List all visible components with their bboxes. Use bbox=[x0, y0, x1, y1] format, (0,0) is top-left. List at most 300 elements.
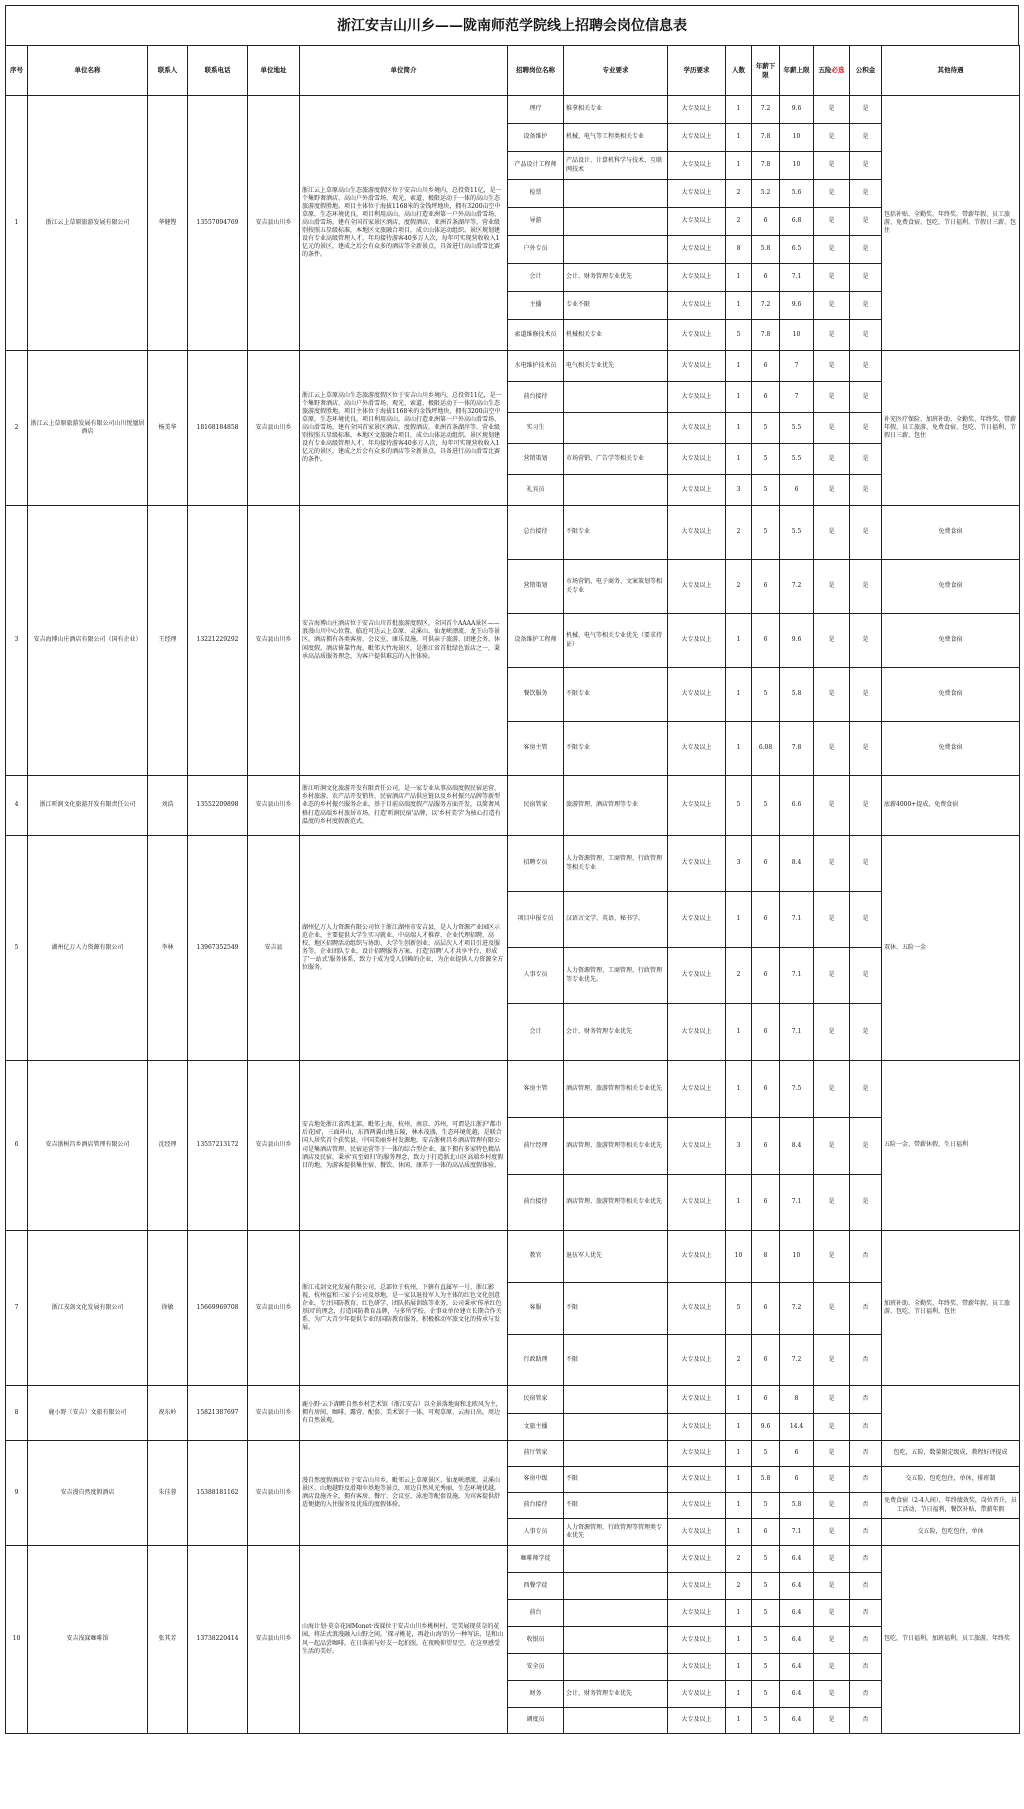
position-edu: 大专及以上 bbox=[667, 1466, 726, 1493]
position-count: 2 bbox=[725, 207, 752, 236]
position-low: 6 bbox=[751, 559, 780, 614]
position-count: 3 bbox=[725, 474, 752, 506]
position-ins: 是 bbox=[813, 1518, 850, 1546]
position-count: 1 bbox=[725, 381, 752, 413]
position-name: 礼宾员 bbox=[507, 474, 564, 506]
position-ins: 是 bbox=[813, 1334, 850, 1386]
unit-seq: 6 bbox=[5, 1060, 28, 1231]
position-edu: 大专及以上 bbox=[667, 443, 726, 475]
position-ins: 是 bbox=[813, 179, 850, 208]
position-edu: 大专及以上 bbox=[667, 947, 726, 1004]
position-low: 5 bbox=[751, 443, 780, 475]
position-count: 2 bbox=[725, 559, 752, 614]
unit-intro: 湖州亿万人力资源有限公司位于浙江湖州市安吉县，是人力资源产业园区示范企业，主要提供大学生实习就业、中高端人才推荐、企业代理招聘、高校、地区招聘活动组织与协助、大学生创新创业、高层次人才项目引进及服务等，企业团队专业，设计招聘服务方案，打造'招聘'人才共享平台，形成了'一站式'服务体系，致力于成为受人信赖的企业，为企业提供人力资源全方位服务。 bbox=[299, 835, 508, 1061]
position-major: 市场营销、电子商务、文案策划等相关专业 bbox=[563, 559, 668, 614]
position-low: 5 bbox=[751, 775, 780, 836]
position-name: 索道维修技术员 bbox=[507, 319, 564, 351]
position-edu: 大专及以上 bbox=[667, 1413, 726, 1441]
position-name: 民宿管家 bbox=[507, 1385, 564, 1414]
position-count: 1 bbox=[725, 1626, 752, 1654]
position-benefits: 免费食宿（2-4人间），年终绩效奖，岗位晋升，员工活动，节日福利，餐饮补贴，带薪年假 bbox=[881, 1492, 1020, 1519]
position-fund: 是 bbox=[849, 835, 882, 892]
position-low: 6 bbox=[751, 1117, 780, 1175]
position-high: 5.5 bbox=[779, 412, 814, 444]
unit-seq: 8 bbox=[5, 1385, 28, 1441]
position-count: 1 bbox=[725, 1060, 752, 1118]
position-fund: 否 bbox=[849, 1230, 882, 1283]
header-intro: 单位简介 bbox=[299, 45, 508, 96]
position-count: 1 bbox=[725, 891, 752, 948]
unit-phone: 13557213172 bbox=[187, 1060, 248, 1231]
unit-name: 湖州亿万人力资源有限公司 bbox=[27, 835, 148, 1061]
position-major: 旅游管理、酒店管理等专业 bbox=[563, 775, 668, 836]
position-name: 导游 bbox=[507, 207, 564, 236]
position-count: 1 bbox=[725, 95, 752, 124]
position-name: 项目申报专员 bbox=[507, 891, 564, 948]
position-count: 10 bbox=[725, 1230, 752, 1283]
position-high: 5.8 bbox=[779, 1492, 814, 1519]
position-count: 1 bbox=[725, 1599, 752, 1627]
position-count: 2 bbox=[725, 1334, 752, 1386]
position-high: 9.6 bbox=[779, 95, 814, 124]
position-name: 民宿管家 bbox=[507, 775, 564, 836]
unit-seq: 9 bbox=[5, 1440, 28, 1546]
unit-benefits: 底薪4000+提成，免费食宿 bbox=[881, 775, 1020, 836]
position-name: 水电维护技术员 bbox=[507, 350, 564, 382]
unit-phone: 15388181162 bbox=[187, 1440, 248, 1546]
unit-contact: 杨美华 bbox=[147, 350, 188, 506]
unit-contact: 朱佳蓉 bbox=[147, 1440, 188, 1546]
position-fund: 否 bbox=[849, 1545, 882, 1573]
position-name: 前台接待 bbox=[507, 1174, 564, 1231]
position-count: 5 bbox=[725, 775, 752, 836]
position-fund: 是 bbox=[849, 1003, 882, 1061]
position-low: 5 bbox=[751, 505, 780, 560]
unit-name: 鹿小野（安吉）文旅有限公司 bbox=[27, 1385, 148, 1441]
position-fund: 是 bbox=[849, 474, 882, 506]
position-edu: 大专及以上 bbox=[667, 263, 726, 292]
unit-benefits: 双休、五险一金 bbox=[881, 835, 1020, 1061]
position-edu: 大专及以上 bbox=[667, 775, 726, 836]
position-name: 前台接待 bbox=[507, 1492, 564, 1519]
position-edu: 大专及以上 bbox=[667, 721, 726, 776]
position-count: 2 bbox=[725, 947, 752, 1004]
position-count: 2 bbox=[725, 1572, 752, 1600]
position-high: 7.1 bbox=[779, 1003, 814, 1061]
position-high: 7 bbox=[779, 350, 814, 382]
position-ins: 是 bbox=[813, 1385, 850, 1414]
position-fund: 是 bbox=[849, 1117, 882, 1175]
position-name: 会计 bbox=[507, 263, 564, 292]
position-edu: 大专及以上 bbox=[667, 319, 726, 351]
position-fund: 是 bbox=[849, 263, 882, 292]
unit-seq: 7 bbox=[5, 1230, 28, 1386]
position-fund: 否 bbox=[849, 1707, 882, 1734]
unit-phone: 13967352549 bbox=[187, 835, 248, 1061]
position-ins: 是 bbox=[813, 1440, 850, 1467]
position-benefits: 免费食宿 bbox=[881, 667, 1020, 722]
position-edu: 大专及以上 bbox=[667, 1385, 726, 1414]
position-fund: 是 bbox=[849, 291, 882, 320]
position-ins: 是 bbox=[813, 1572, 850, 1600]
position-major: 不限专业 bbox=[563, 667, 668, 722]
unit-name: 安吉海博山庄酒店有限公司（国有企业） bbox=[27, 505, 148, 776]
position-name: 前台接待 bbox=[507, 381, 564, 413]
position-low: 6 bbox=[751, 613, 780, 668]
position-low: 5 bbox=[751, 1680, 780, 1708]
position-count: 1 bbox=[725, 350, 752, 382]
position-fund: 否 bbox=[849, 1626, 882, 1654]
position-ins: 是 bbox=[813, 835, 850, 892]
position-low: 6 bbox=[751, 1174, 780, 1231]
position-name: 营销策划 bbox=[507, 443, 564, 475]
header-major: 专业要求 bbox=[563, 45, 668, 96]
position-edu: 大专及以上 bbox=[667, 95, 726, 124]
position-edu: 大专及以上 bbox=[667, 613, 726, 668]
position-edu: 大专及以上 bbox=[667, 1707, 726, 1734]
position-major bbox=[563, 207, 668, 236]
position-fund: 是 bbox=[849, 151, 882, 180]
position-low: 5 bbox=[751, 1572, 780, 1600]
position-edu: 大专及以上 bbox=[667, 207, 726, 236]
unit-intro: 浙江听涧文化旅游开发有限责任公司，是一家专业从事高端度假民宿运营、乡村旅游、农产品开发销售、民宿酒店产品供应链以及乡村振兴品牌等新型业态的乡村振兴服务企业。基于目前高端度假产品服务方面开发，以简奢风格打造高端乡村旅居市场，打造'听涧民宿'品牌，以'乡村美学'为核心打造有温度的乡村度假新范式。 bbox=[299, 775, 508, 836]
position-low: 7.2 bbox=[751, 291, 780, 320]
position-high: 8.4 bbox=[779, 1117, 814, 1175]
position-count: 1 bbox=[725, 1492, 752, 1519]
position-ins: 是 bbox=[813, 151, 850, 180]
position-count: 1 bbox=[725, 1440, 752, 1467]
position-count: 1 bbox=[725, 291, 752, 320]
position-ins: 是 bbox=[813, 319, 850, 351]
position-high: 5.5 bbox=[779, 443, 814, 475]
table-title: 浙江安吉山川乡——陇南师范学院线上招聘会岗位信息表 bbox=[5, 5, 1019, 45]
position-edu: 大专及以上 bbox=[667, 412, 726, 444]
position-name: 餐饮服务 bbox=[507, 667, 564, 722]
position-low: 5 bbox=[751, 1492, 780, 1519]
position-fund: 是 bbox=[849, 381, 882, 413]
position-edu: 大专及以上 bbox=[667, 1174, 726, 1231]
position-fund: 否 bbox=[849, 1466, 882, 1493]
recruitment-table bbox=[5, 5, 1019, 1805]
position-low: 5.8 bbox=[751, 1466, 780, 1493]
position-count: 5 bbox=[725, 319, 752, 351]
unit-benefits: 补充医疗保险、加班补助、全勤奖、年终奖、带薪年假、员工旅游、免费食宿、包吃、节日福利、节假日三薪、包住 bbox=[881, 350, 1020, 506]
position-ins: 是 bbox=[813, 123, 850, 152]
position-high: 6 bbox=[779, 474, 814, 506]
position-count: 8 bbox=[725, 235, 752, 264]
position-low: 6 bbox=[751, 947, 780, 1004]
position-name: 人事专员 bbox=[507, 947, 564, 1004]
header-count: 人数 bbox=[725, 45, 752, 96]
unit-name: 浙江云上草原旅游发展有限公司 bbox=[27, 95, 148, 351]
unit-intro: 山海计划·莫奈花园Monet·浅寐位于安吉山川乡桃树村，完美展现莫奈的花园，将法式浪漫融入山野之间。'探寻桃花，再赴山海'的另一种写法，是和山风一起品尝咖啡，在日落前与好友一起拍照，在夜晚仰望星空，在这里感受生活的美好。 bbox=[299, 1545, 508, 1734]
position-fund: 是 bbox=[849, 1174, 882, 1231]
position-ins: 是 bbox=[813, 667, 850, 722]
position-high: 5.6 bbox=[779, 179, 814, 208]
unit-phone: 13221229292 bbox=[187, 505, 248, 776]
position-edu: 大专及以上 bbox=[667, 835, 726, 892]
unit-seq: 5 bbox=[5, 835, 28, 1061]
position-name: 客房主管 bbox=[507, 721, 564, 776]
position-low: 5.8 bbox=[751, 235, 780, 264]
position-count: 1 bbox=[725, 1174, 752, 1231]
position-ins: 是 bbox=[813, 1174, 850, 1231]
position-major bbox=[563, 1545, 668, 1573]
position-name: 文旅主播 bbox=[507, 1413, 564, 1441]
position-high: 5.5 bbox=[779, 505, 814, 560]
unit-intro: 安吉海博山庄酒店位于安吉山川首批旅游度假区，全国首个AAAA景区——浪漫山川中心位置，临近可达云上草原、灵溪山、仙龙峡漂流、龙王山等景区。酒店拥有各类客房、会议室、康乐设施，可供亲子旅游、团建会务、休闲度假。酒店倚靠竹海，毗邻大竹海景区，是浙江省首批绿色饭店之一，秉承高品质服务理念，为客户提供难忘的入住体验。 bbox=[299, 505, 508, 776]
position-edu: 大专及以上 bbox=[667, 291, 726, 320]
unit-benefits: 包吃，节日福利，加班福利，员工旅游，年终奖 bbox=[881, 1545, 1020, 1734]
position-name: 招聘专员 bbox=[507, 835, 564, 892]
unit-contact: 张其芳 bbox=[147, 1545, 188, 1734]
position-major bbox=[563, 1572, 668, 1600]
position-ins: 是 bbox=[813, 235, 850, 264]
position-major bbox=[563, 1626, 668, 1654]
position-major: 人力资源管理、行政管理等管理类专业优先 bbox=[563, 1518, 668, 1546]
unit-contact: 王经理 bbox=[147, 505, 188, 776]
position-name: 行政助理 bbox=[507, 1334, 564, 1386]
position-count: 2 bbox=[725, 1545, 752, 1573]
position-major bbox=[563, 1599, 668, 1627]
position-major: 不限 bbox=[563, 1334, 668, 1386]
position-fund: 是 bbox=[849, 1060, 882, 1118]
position-ins: 是 bbox=[813, 947, 850, 1004]
position-count: 1 bbox=[725, 1518, 752, 1546]
position-major bbox=[563, 1413, 668, 1441]
position-count: 1 bbox=[725, 1413, 752, 1441]
position-major bbox=[563, 412, 668, 444]
position-fund: 是 bbox=[849, 95, 882, 124]
header-seq: 序号 bbox=[5, 45, 28, 96]
position-fund: 是 bbox=[849, 559, 882, 614]
position-count: 1 bbox=[725, 123, 752, 152]
position-count: 1 bbox=[725, 1466, 752, 1493]
position-high: 6 bbox=[779, 1440, 814, 1467]
position-low: 5 bbox=[751, 1599, 780, 1627]
position-major: 酒店管理、旅游管理等相关专业优先 bbox=[563, 1117, 668, 1175]
header-insurance-label: 五险 bbox=[818, 66, 832, 75]
position-low: 6 bbox=[751, 381, 780, 413]
position-fund: 否 bbox=[849, 1680, 882, 1708]
position-count: 1 bbox=[725, 443, 752, 475]
position-high: 6.4 bbox=[779, 1599, 814, 1627]
position-name: 教官 bbox=[507, 1230, 564, 1283]
position-fund: 是 bbox=[849, 319, 882, 351]
unit-seq: 10 bbox=[5, 1545, 28, 1734]
position-ins: 是 bbox=[813, 721, 850, 776]
position-name: 前台 bbox=[507, 1599, 564, 1627]
position-edu: 大专及以上 bbox=[667, 1060, 726, 1118]
position-fund: 是 bbox=[849, 412, 882, 444]
position-ins: 是 bbox=[813, 1545, 850, 1573]
unit-address: 安吉县山川乡 bbox=[247, 1060, 300, 1231]
position-name: 理疗 bbox=[507, 95, 564, 124]
position-major: 不限专业 bbox=[563, 721, 668, 776]
unit-name: 安吉漫自然度假酒店 bbox=[27, 1440, 148, 1546]
position-edu: 大专及以上 bbox=[667, 1492, 726, 1519]
position-edu: 大专及以上 bbox=[667, 1572, 726, 1600]
unit-benefits: 五险一金、带薪休假、生日福利 bbox=[881, 1060, 1020, 1231]
position-ins: 是 bbox=[813, 505, 850, 560]
position-fund: 否 bbox=[849, 1572, 882, 1600]
position-major: 退伍军人优先 bbox=[563, 1230, 668, 1283]
position-high: 7.5 bbox=[779, 1060, 814, 1118]
position-count: 1 bbox=[725, 613, 752, 668]
position-major: 不限 bbox=[563, 1492, 668, 1519]
position-name: 产品设计工程师 bbox=[507, 151, 564, 180]
position-low: 7.2 bbox=[751, 95, 780, 124]
unit-address: 安吉县山川乡 bbox=[247, 95, 300, 351]
header-low: 年薪下限 bbox=[751, 45, 780, 96]
position-fund: 是 bbox=[849, 775, 882, 836]
unit-contact: 祝东岭 bbox=[147, 1385, 188, 1441]
position-low: 6 bbox=[751, 263, 780, 292]
position-ins: 是 bbox=[813, 775, 850, 836]
position-low: 6 bbox=[751, 835, 780, 892]
position-low: 5 bbox=[751, 1653, 780, 1681]
position-edu: 大专及以上 bbox=[667, 891, 726, 948]
position-name: 咖啡师学徒 bbox=[507, 1545, 564, 1573]
position-major bbox=[563, 1385, 668, 1414]
position-ins: 是 bbox=[813, 291, 850, 320]
position-edu: 大专及以上 bbox=[667, 350, 726, 382]
unit-name: 浙江听涧文化旅游开发有限责任公司 bbox=[27, 775, 148, 836]
position-name: 主播 bbox=[507, 291, 564, 320]
position-high: 9.6 bbox=[779, 291, 814, 320]
position-fund: 否 bbox=[849, 1653, 882, 1681]
position-high: 6.4 bbox=[779, 1572, 814, 1600]
position-high: 6.4 bbox=[779, 1626, 814, 1654]
unit-address: 安吉县山川乡 bbox=[247, 1385, 300, 1441]
position-major: 机械、电气等工程类相关专业 bbox=[563, 123, 668, 152]
position-fund: 是 bbox=[849, 947, 882, 1004]
position-ins: 是 bbox=[813, 1117, 850, 1175]
position-low: 5 bbox=[751, 1440, 780, 1467]
header-fund: 公积金 bbox=[849, 45, 882, 96]
unit-intro: 浙江云上草原高山生态旅游度假区位于安吉山川乡境内，总投资11亿，是一个集野奢酒店、高山户外滑雪场、观光、索道、极限运动于一体的高山生态旅游度假胜地。项目主体位于海拔1168米的金钱坪地块，拥有3200亩空中草原，生态环境优良，项目利用高山，高山打造亚洲第一户外高山滑雪场、高山滑雪场，建有全国首家景区酒店、度假酒店，亚洲首条湖岸等。营业级别按照五星级标准，本地区文旅融合项目，成立山体运动组织。景区规划建设有专业高级管理人才，年均接待游客40多万人次，每年可实现营收收入1亿元的景区，建成之后会有众多的酒店等全新景点，具备进行高山滑雪比赛的条件。 bbox=[299, 350, 508, 506]
unit-address: 安吉县山川乡 bbox=[247, 1545, 300, 1734]
position-low: 5.2 bbox=[751, 179, 780, 208]
position-edu: 大专及以上 bbox=[667, 1334, 726, 1386]
unit-name: 浙江云上草原旅游发展有限公司山川悦凰居酒店 bbox=[27, 350, 148, 506]
position-high: 7.1 bbox=[779, 891, 814, 948]
header-position: 招聘岗位名称 bbox=[507, 45, 564, 96]
position-ins: 是 bbox=[813, 1466, 850, 1493]
position-high: 5.8 bbox=[779, 667, 814, 722]
unit-intro: 鹿小野·云下湖畔自然乡村艺术馆（浙江安吉）以全景落地窗和北欧风为主，拥有房间、咖啡、露营、配套、美术馆于一体，可观草原、云海日出，周边有自然景观。 bbox=[299, 1385, 508, 1441]
position-low: 6 bbox=[751, 1060, 780, 1118]
position-name: 收银员 bbox=[507, 1626, 564, 1654]
position-edu: 大专及以上 bbox=[667, 559, 726, 614]
position-high: 8.4 bbox=[779, 835, 814, 892]
position-edu: 大专及以上 bbox=[667, 123, 726, 152]
position-major: 酒店管理、旅游管理等相关专业优先 bbox=[563, 1174, 668, 1231]
position-high: 10 bbox=[779, 1230, 814, 1283]
position-name: 调度员 bbox=[507, 1707, 564, 1734]
position-high: 6.4 bbox=[779, 1707, 814, 1734]
position-major bbox=[563, 1440, 668, 1467]
position-fund: 是 bbox=[849, 179, 882, 208]
position-edu: 大专及以上 bbox=[667, 474, 726, 506]
position-count: 1 bbox=[725, 1707, 752, 1734]
unit-seq: 2 bbox=[5, 350, 28, 506]
position-edu: 大专及以上 bbox=[667, 235, 726, 264]
position-major: 会计、财务管理专业优先 bbox=[563, 263, 668, 292]
position-name: 设备维护工程师 bbox=[507, 613, 564, 668]
unit-intro: 浙江云上草原高山生态旅游度假区位于安吉山川乡境内，总投资11亿，是一个集野奢酒店、高山户外滑雪场、观光、索道、极限运动于一体的高山生态旅游度假胜地。项目主体位于海拔1168米的金钱坪地块，拥有3200亩空中草原，生态环境优良，项目利用高山，高山打造亚洲第一户外高山滑雪场、高山滑雪场，建有全国首家景区酒店、度假酒店，亚洲首条湖岸等。营业级别按照五星级标准，本地区文旅融合项目，成立山体运动组织。景区规划建设有专业高级管理人才，年均接待游客40多万人次，每年可实现营收收入1亿元的景区，建成之后会有众多的酒店等全新景点，具备进行高山滑雪比赛的条件。 bbox=[299, 95, 508, 351]
position-ins: 是 bbox=[813, 613, 850, 668]
position-ins: 是 bbox=[813, 1003, 850, 1061]
position-count: 3 bbox=[725, 1117, 752, 1175]
position-count: 1 bbox=[725, 263, 752, 292]
position-high: 14.4 bbox=[779, 1413, 814, 1441]
position-name: 检票 bbox=[507, 179, 564, 208]
position-major: 不限 bbox=[563, 1466, 668, 1493]
position-low: 6.08 bbox=[751, 721, 780, 776]
position-ins: 是 bbox=[813, 443, 850, 475]
unit-contact: 徐敏 bbox=[147, 1230, 188, 1386]
position-benefits: 免费食宿 bbox=[881, 505, 1020, 560]
unit-contact: 沈经理 bbox=[147, 1060, 188, 1231]
header-contact: 联系人 bbox=[147, 45, 188, 96]
unit-seq: 4 bbox=[5, 775, 28, 836]
position-edu: 大专及以上 bbox=[667, 1117, 726, 1175]
unit-seq: 3 bbox=[5, 505, 28, 776]
position-ins: 是 bbox=[813, 95, 850, 124]
position-low: 6 bbox=[751, 891, 780, 948]
position-fund: 是 bbox=[849, 505, 882, 560]
position-high: 6.4 bbox=[779, 1545, 814, 1573]
unit-phone: 15821387697 bbox=[187, 1385, 248, 1441]
unit-address: 安吉县山川乡 bbox=[247, 775, 300, 836]
position-count: 1 bbox=[725, 721, 752, 776]
position-high: 8 bbox=[779, 1385, 814, 1414]
position-count: 3 bbox=[725, 835, 752, 892]
position-fund: 是 bbox=[849, 667, 882, 722]
position-edu: 大专及以上 bbox=[667, 151, 726, 180]
position-name: 会计 bbox=[507, 1003, 564, 1061]
position-major: 产品设计、计算机科学与技术、互联网技术 bbox=[563, 151, 668, 180]
position-benefits: 交五险，包吃包住，单休，排班制 bbox=[881, 1466, 1020, 1493]
unit-contact: 李林 bbox=[147, 835, 188, 1061]
position-high: 10 bbox=[779, 319, 814, 351]
position-count: 1 bbox=[725, 151, 752, 180]
position-major: 专业不限 bbox=[563, 291, 668, 320]
position-fund: 否 bbox=[849, 1599, 882, 1627]
position-fund: 是 bbox=[849, 207, 882, 236]
position-high: 7.2 bbox=[779, 559, 814, 614]
unit-contact: 刘浩 bbox=[147, 775, 188, 836]
position-edu: 大专及以上 bbox=[667, 381, 726, 413]
position-major: 机械、电气等相关专业优先（要求持证） bbox=[563, 613, 668, 668]
position-benefits: 交五险，包吃包住，单休 bbox=[881, 1518, 1020, 1546]
position-major: 不限 bbox=[563, 1282, 668, 1335]
unit-address: 安吉县 bbox=[247, 835, 300, 1061]
unit-contact: 华健铿 bbox=[147, 95, 188, 351]
position-ins: 是 bbox=[813, 1060, 850, 1118]
position-count: 5 bbox=[725, 1282, 752, 1335]
position-high: 7.1 bbox=[779, 947, 814, 1004]
unit-name: 安吉浅寐咖啡馆 bbox=[27, 1545, 148, 1734]
position-name: 客房中级 bbox=[507, 1466, 564, 1493]
position-high: 7.1 bbox=[779, 1174, 814, 1231]
position-fund: 否 bbox=[849, 1413, 882, 1441]
position-ins: 是 bbox=[813, 381, 850, 413]
position-ins: 是 bbox=[813, 1707, 850, 1734]
position-benefits: 免费食宿 bbox=[881, 613, 1020, 668]
position-fund: 是 bbox=[849, 613, 882, 668]
